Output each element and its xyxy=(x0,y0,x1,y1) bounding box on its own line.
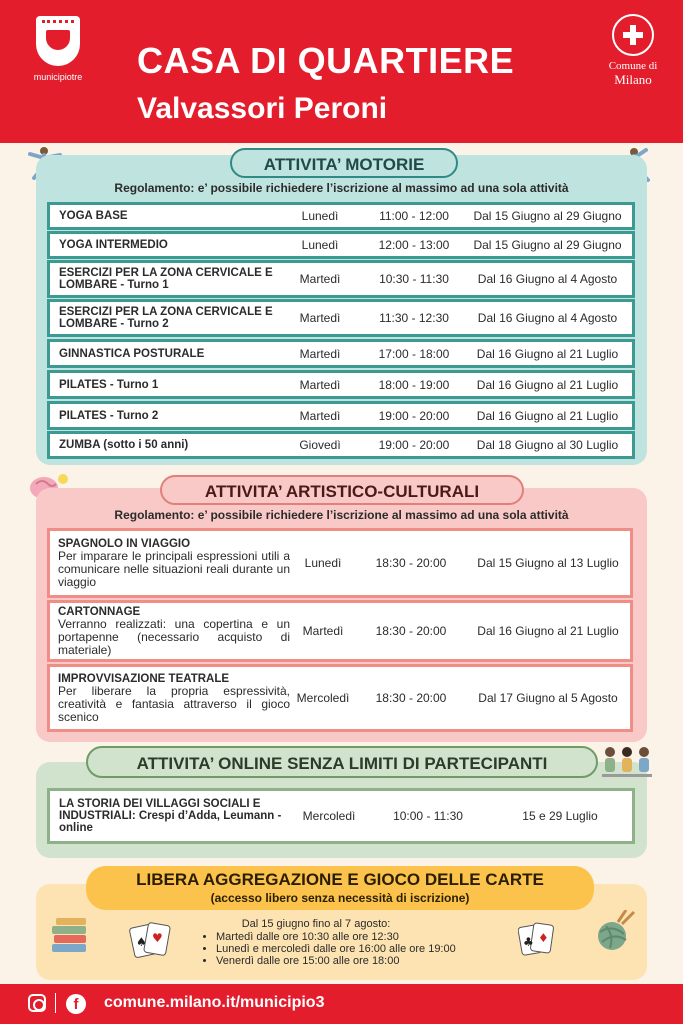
activity-day: Martedì xyxy=(299,377,341,392)
activity-time: 11:00 - 12:00 xyxy=(379,209,449,223)
activity-day: Mercoledì xyxy=(302,809,356,823)
libera-title: LIBERA AGGREGAZIONE E GIOCO DELLE CARTE xyxy=(136,870,544,889)
footer xyxy=(0,984,683,1024)
libera-title-pill xyxy=(86,866,594,910)
table-row[interactable] xyxy=(47,528,633,598)
motorie-title: ATTIVITA’ MOTORIE xyxy=(230,148,458,178)
activity-period: Dal 16 Giugno al 4 Agosto xyxy=(477,311,618,325)
svg-text:♦: ♦ xyxy=(538,931,549,945)
books-icon xyxy=(50,916,90,956)
activity-period: Dal 16 Giugno al 4 Agosto xyxy=(477,272,618,286)
activity-time: 19:00 - 20:00 xyxy=(378,408,450,423)
municipio-logo-icon xyxy=(36,16,80,66)
activity-time: 10:00 - 11:30 xyxy=(393,809,463,823)
activity-name: IMPROVVISAZIONE TEATRALE xyxy=(58,672,230,685)
activity-time: 18:30 - 20:00 xyxy=(375,691,447,705)
svg-text:♣: ♣ xyxy=(523,935,534,949)
comune-crest-icon xyxy=(612,14,654,56)
svg-text:♥: ♥ xyxy=(152,931,163,945)
activity-period: 15 e 29 Luglio xyxy=(522,809,598,823)
activity-period: Dal 16 Giugno al 21 Luglio xyxy=(476,377,619,392)
activity-name: LA STORIA DEI VILLAGGI SOCIALI E INDUSTRIALI: Crespi d’Adda, Leumann - online xyxy=(59,798,282,834)
table-row[interactable] xyxy=(47,231,635,259)
table-row[interactable] xyxy=(47,339,635,368)
activity-day: Martedì xyxy=(302,624,344,638)
activity-name: YOGA BASE xyxy=(59,210,128,222)
header xyxy=(0,0,683,143)
footer-url-link[interactable]: comune.milano.it/municipio3 xyxy=(104,994,325,1011)
activity-period: Dal 16 Giugno al 21 Luglio xyxy=(476,408,619,423)
activity-time: 11:30 - 12:30 xyxy=(379,311,449,325)
activity-day: Lunedì xyxy=(304,556,342,570)
comune-line1: Comune di xyxy=(608,60,658,72)
activity-time: 12:00 - 13:00 xyxy=(378,238,450,252)
libera-subtitle: (accesso libero senza necessità di iscrizione) xyxy=(210,891,470,905)
activity-desc: Per imparare le principali espressioni utili a comunicare nelle situazioni reali durante un viaggio xyxy=(58,548,290,589)
svg-text:♠: ♠ xyxy=(136,935,147,949)
activity-name: PILATES - Turno 1 xyxy=(59,378,159,391)
libera-schedule xyxy=(196,918,496,967)
comune-logo[interactable] xyxy=(605,14,661,86)
table-row[interactable] xyxy=(47,370,635,399)
footer-divider xyxy=(55,993,56,1013)
activity-name: PILATES - Turno 2 xyxy=(59,409,159,422)
activity-day: Lunedì xyxy=(301,238,339,252)
municipio-logo[interactable] xyxy=(30,16,86,82)
municipio-label: municipiotre xyxy=(33,72,83,82)
table-row[interactable] xyxy=(47,600,633,662)
table-row[interactable] xyxy=(47,664,633,732)
activity-time: 19:00 - 20:00 xyxy=(378,438,450,452)
cards-icon xyxy=(518,918,558,962)
table-row[interactable] xyxy=(47,202,635,230)
activity-day: Martedì xyxy=(299,311,341,325)
list-item: • Lunedì e mercoledì dalle ore 16:00 alle ore 19:00 xyxy=(216,943,496,955)
people-icon xyxy=(600,744,654,780)
activity-period: Dal 15 Giugno al 13 Luglio xyxy=(477,556,619,570)
activity-day: Martedì xyxy=(299,346,341,361)
activity-time: 18:30 - 20:00 xyxy=(375,556,447,570)
activity-time: 10:30 - 11:30 xyxy=(379,272,449,286)
cards-icon xyxy=(128,918,172,962)
page-title: CASA DI QUARTIERE xyxy=(137,40,515,81)
list-item: • Venerdì dalle ore 15:00 alle ore 18:00 xyxy=(216,955,496,967)
instagram-icon[interactable] xyxy=(28,994,46,1012)
activity-name: YOGA INTERMEDIO xyxy=(59,239,168,251)
libera-list xyxy=(196,931,496,967)
arte-rule: Regolamento: e’ possibile richiedere l’iscrizione al massimo ad una sola attività xyxy=(114,508,569,522)
table-row[interactable] xyxy=(47,401,635,430)
activity-period: Dal 15 Giugno al 29 Giugno xyxy=(473,209,622,223)
comune-line2: Milano xyxy=(614,72,652,87)
activity-period: Dal 17 Giugno al 5 Agosto xyxy=(478,691,618,705)
activity-name: SPAGNOLO IN VIAGGIO xyxy=(58,537,191,550)
activity-time: 18:00 - 19:00 xyxy=(378,377,450,392)
activity-time: 18:30 - 20:00 xyxy=(375,624,447,638)
arte-title: ATTIVITA’ ARTISTICO-CULTURALI xyxy=(160,475,524,505)
table-row[interactable] xyxy=(47,431,635,459)
list-item: • Martedì dalle ore 10:30 alle ore 12:30 xyxy=(216,931,496,943)
activity-name: GINNASTICA POSTURALE xyxy=(59,347,205,360)
online-title: ATTIVITA’ ONLINE SENZA LIMITI DI PARTECIPANTI xyxy=(86,746,598,778)
table-row[interactable] xyxy=(47,260,635,298)
facebook-icon[interactable]: f xyxy=(66,994,86,1014)
activity-period: Dal 16 Giugno al 21 Luglio xyxy=(476,346,619,361)
activity-day: Martedì xyxy=(299,272,341,286)
page-subtitle: Valvassori Peroni xyxy=(137,92,388,125)
activity-name: ZUMBA (sotto i 50 anni) xyxy=(59,439,189,451)
table-row[interactable] xyxy=(47,299,635,337)
activity-day: Mercoledì xyxy=(296,691,350,705)
activity-time: 17:00 - 18:00 xyxy=(378,346,450,361)
activity-desc: Per liberare la propria espressività, creatività e fantasia attraverso il gioco scenico xyxy=(58,683,290,724)
table-row[interactable] xyxy=(47,788,635,844)
motorie-rule: Regolamento: e’ possibile richiedere l’iscrizione al massimo ad una sola attività xyxy=(114,181,569,195)
activity-day: Giovedì xyxy=(299,438,341,452)
activity-name: CARTONNAGE xyxy=(58,605,141,618)
activity-period: Dal 16 Giugno al 21 Luglio xyxy=(477,624,619,638)
activity-day: Lunedì xyxy=(301,209,339,223)
activity-period: Dal 15 Giugno al 29 Giugno xyxy=(473,238,622,252)
activity-name: ESERCIZI PER LA ZONA CERVICALE E LOMBARE - Turno 1 xyxy=(59,267,273,291)
activity-period: Dal 18 Giugno al 30 Luglio xyxy=(476,438,619,452)
libera-intro: Dal 15 giugno fino al 7 agosto: xyxy=(241,918,391,930)
yarn-icon xyxy=(592,910,638,954)
activity-desc: Verranno realizzati: una copertina e un portapenne (necessario acquisto di materiale) xyxy=(58,616,290,657)
activity-name: ESERCIZI PER LA ZONA CERVICALE E LOMBARE - Turno 2 xyxy=(59,306,273,330)
activity-day: Martedì xyxy=(299,408,341,423)
